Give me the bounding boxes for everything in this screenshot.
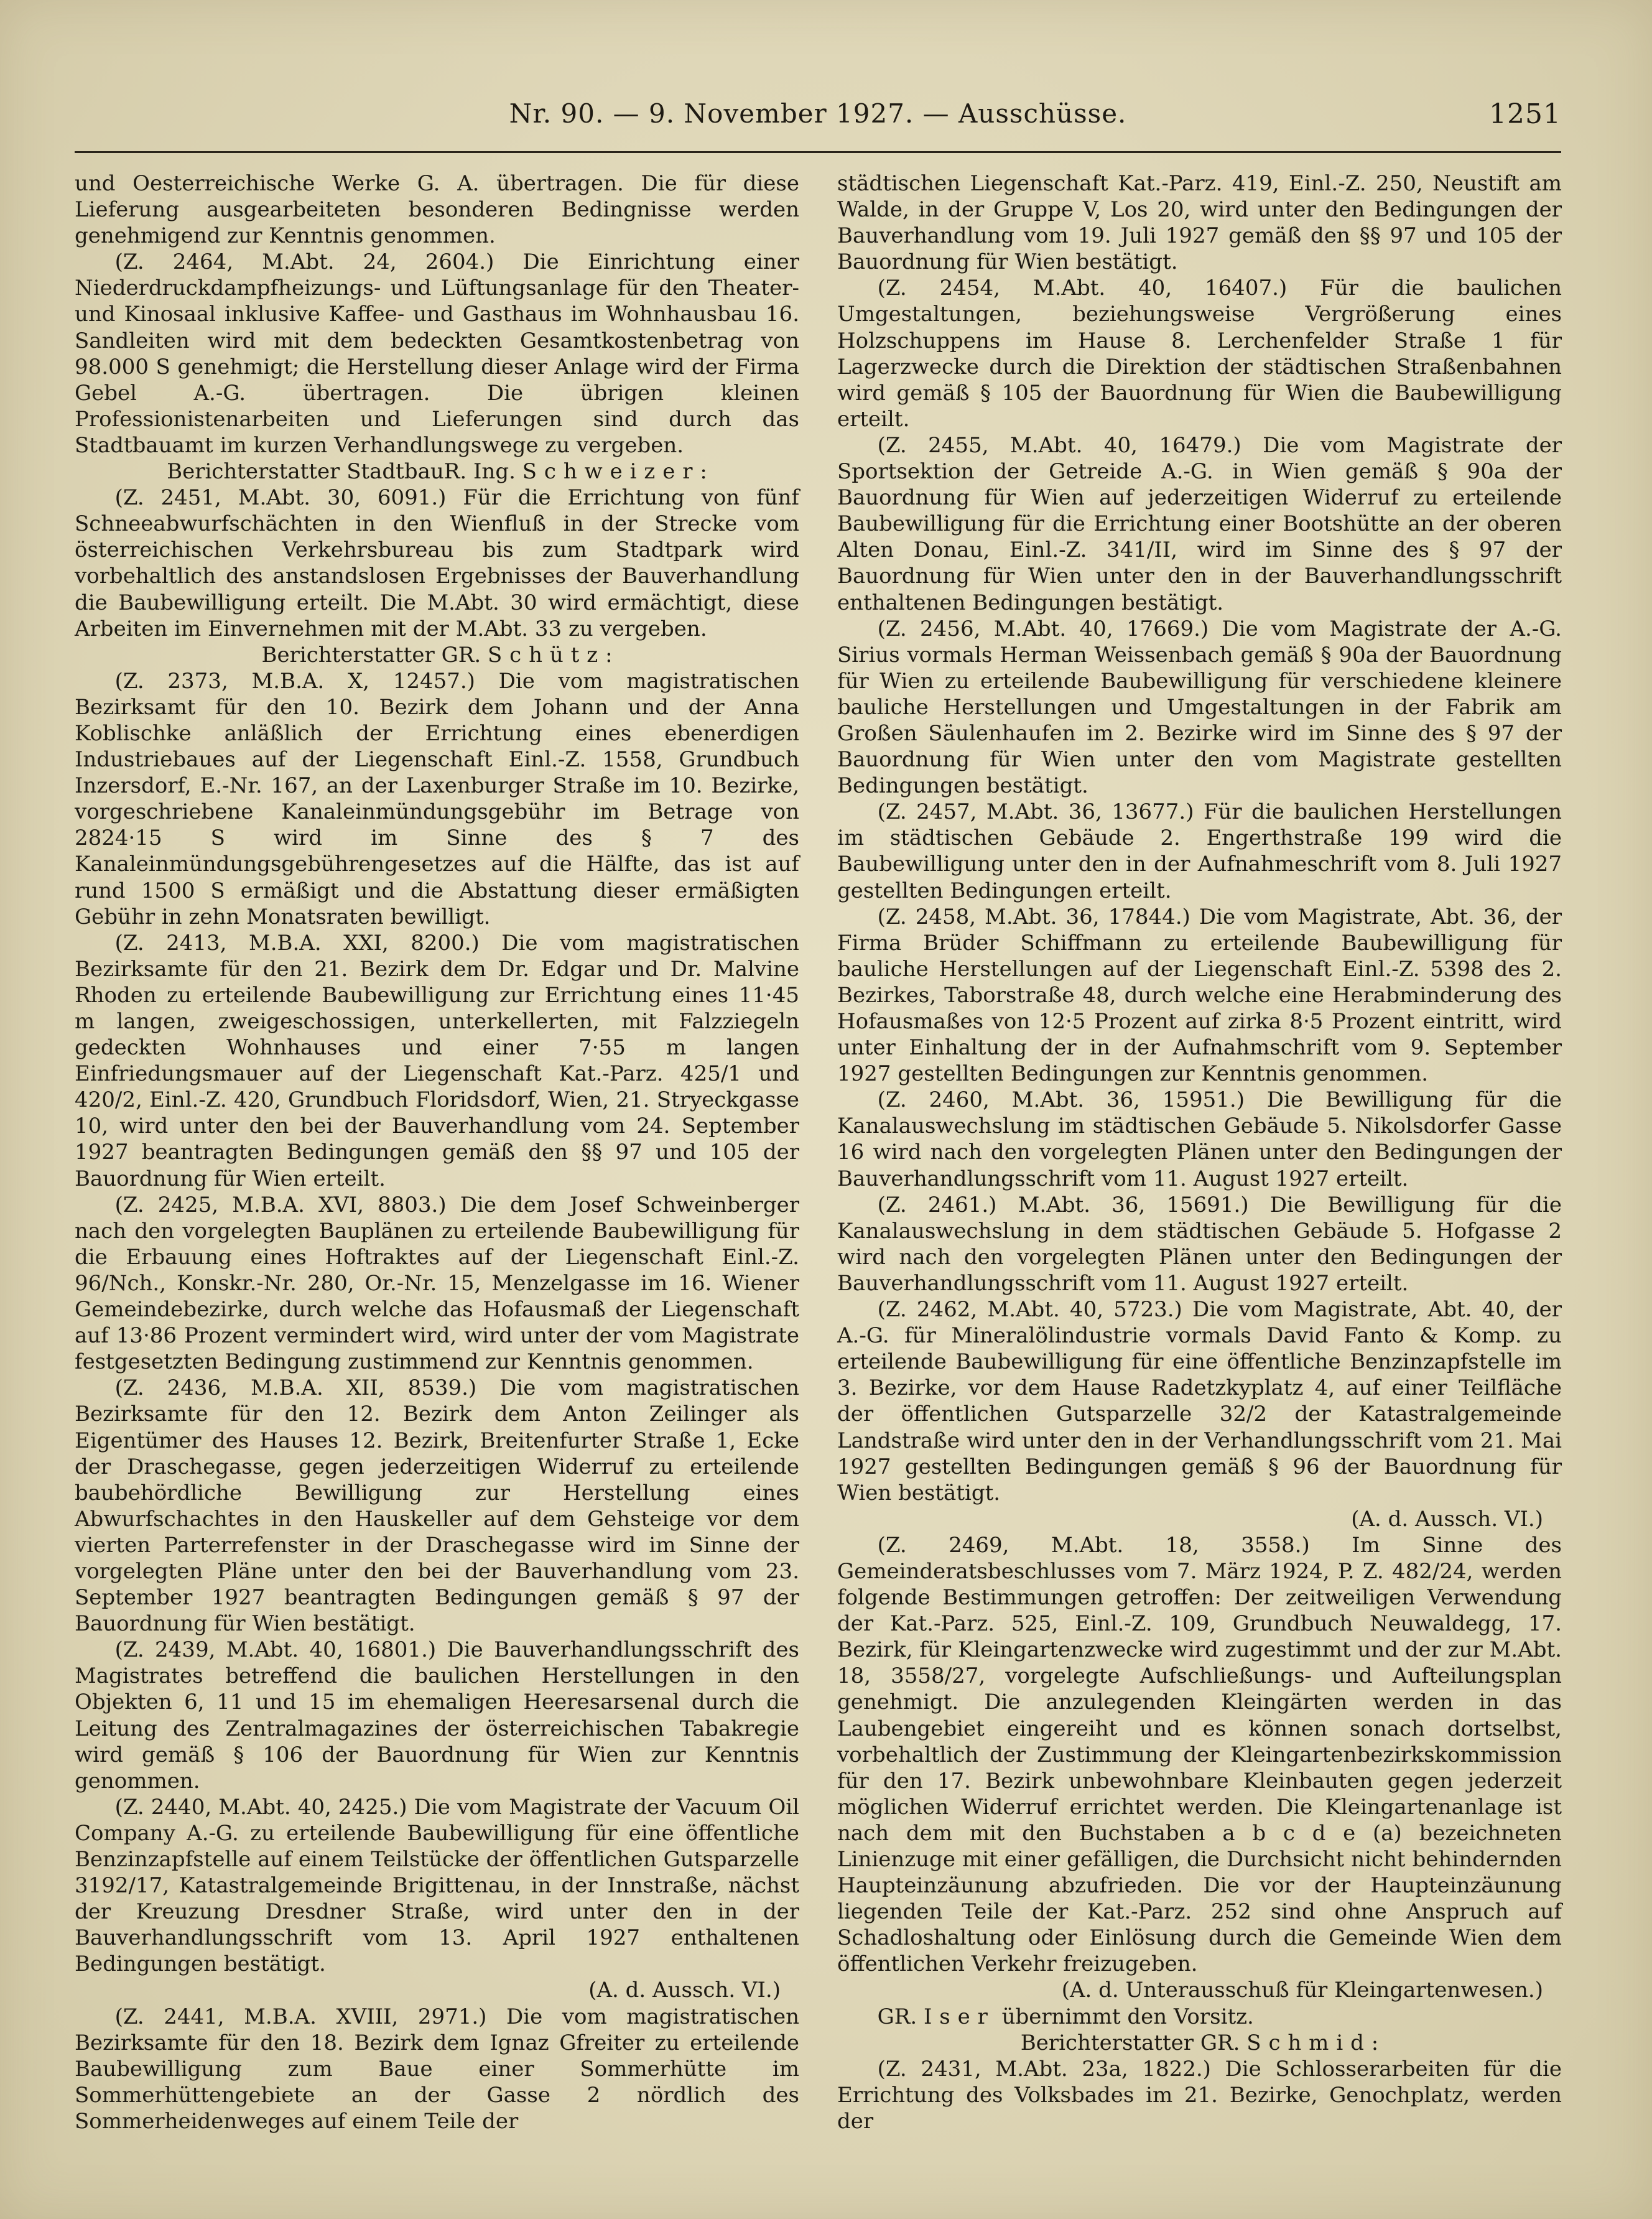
paragraph: (Z. 2464, M.Abt. 24, 2604.) Die Einrichtung einer Niederdruckdampfheizungs- und Lüftungsanlage für den Theater- und Kinosaal inklusive Kaffee- und Gasthaus im Wohnhausbau 16. Sandleiten wird mit dem bedeckten Gesamtkostenbetrag von 98.000 S genehmigt; die Herstellung dieser Anlage wird der Firma Gebel A.-G. übertragen. Die übrigen kleinen Professionistenarbeiten und Lieferungen sind durch das Stadtbauamt im kurzen Verhandlungswege zu vergeben. bbox=[75, 249, 799, 458]
paragraph: (Z. 2441, M.B.A. XVIII, 2971.) Die vom magistratischen Bezirksamte für den 18. Bezirk dem Ignaz Gfreiter zu erteilende Baubewilligung zum Baue einer Sommerhütte im Sommerhüttengebiete an der Gasse 2 nördlich des Sommerheidenweges auf einem Teile der bbox=[75, 2004, 799, 2134]
header-title: Nr. 90. — 9. November 1927. — Ausschüsse. bbox=[509, 98, 1127, 129]
speaker-prefix: Berichterstatter GR. bbox=[261, 642, 488, 668]
page-number: 1251 bbox=[1489, 98, 1561, 130]
paragraph: (Z. 2456, M.Abt. 40, 17669.) Die vom Magistrate der A.-G. Sirius vormals Herman Weissenbach gemäß § 90a der Bauordnung für Wien zu erteilende Baubewilligung für verschiedene kleinere bauliche Herstellungen und Umgestaltungen in der Fabrik am Großen Säulenhaufen im 2. Bezirke wird im Sinne des § 97 der Bauordnung für Wien unter den vom Magistrate gestellten Bedingungen bestätigt. bbox=[837, 616, 1562, 799]
speaker-suffix: : bbox=[605, 642, 613, 668]
speaker-line bbox=[75, 642, 799, 668]
paragraph: (Z. 2439, M.Abt. 40, 16801.) Die Bauverhandlungsschrift des Magistrates betreffend die baulichen Herstellungen in den Objekten 6, 11 und 15 im ehemaligen Heeresarsenal durch die Leitung des Zentralmagazines der österreichischen Tabakregie wird gemäß § 106 der Bauordnung für Wien zur Kenntnis genommen. bbox=[75, 1637, 799, 1793]
paragraph: (Z. 2457, M.Abt. 36, 13677.) Für die baulichen Herstellungen im städtischen Gebäude 2. Engerthstraße 199 wird die Baubewilligung unter den in der Aufnahmeschrift vom 8. Juli 1927 gestellten Bedingungen erteilt. bbox=[837, 799, 1562, 903]
paragraph: (Z. 2461.) M.Abt. 36, 15691.) Die Bewilligung für die Kanalauswechslung in dem städtischen Gebäude 5. Hofgasse 2 wird nach den vorgelegten Plänen unter den Bedingungen der Bauverhandlungsschrift vom 11. August 1927 erteilt. bbox=[837, 1192, 1562, 1296]
speaker-line bbox=[837, 2030, 1562, 2056]
speaker-suffix: : bbox=[1371, 2030, 1379, 2055]
speaker-suffix: : bbox=[700, 459, 707, 485]
paragraph: (Z. 2451, M.Abt. 30, 6091.) Für die Errichtung von fünf Schneeabwurfschächten in den Wienfluß in der Strecke vom österreichischen Verkehrsbureau bis zum Stadtpark wird vorbehaltlich des anstandslosen Ergebnisses der Bauverhandlung die Baubewilligung erteilt. Die M.Abt. 30 wird ermächtigt, diese Arbeiten im Einvernehmen mit der M.Abt. 33 zu vergeben. bbox=[75, 485, 799, 641]
paragraph: (Z. 2413, M.B.A. XXI, 8200.) Die vom magistratischen Bezirksamte für den 21. Bezirk dem Dr. Edgar und Dr. Malvine Rhoden zu erteilende Baubewilligung zur Errichtung eines 11·45 m langen, zweigeschossigen, unterkellerten, mit Falzziegeln gedeckten Wohnhauses und einer 7·55 m langen Einfriedungsmauer auf der Liegenschaft Kat.-Parz. 425/1 und 420/2, Einl.-Z. 420, Grundbuch Floridsdorf, Wien, 21. Stryeckgasse 10, wird unter den bei der Bauverhandlung vom 24. September 1927 beantragten Bedingungen gemäß den §§ 97 und 105 der Bauordnung für Wien erteilt. bbox=[75, 930, 799, 1191]
committee-note: (A. d. Unterausschuß für Kleingartenwesen.) bbox=[1061, 1978, 1543, 2003]
chair-prefix: GR. bbox=[877, 2004, 924, 2029]
speaker-line bbox=[75, 458, 799, 485]
speaker-prefix: Berichterstatter GR. bbox=[1020, 2030, 1247, 2055]
paragraph: (Z. 2431, M.Abt. 23a, 1822.) Die Schlosserarbeiten für die Errichtung des Volksbades im 21. Bezirke, Genochplatz, werden der bbox=[837, 2056, 1562, 2134]
paragraph: (Z. 2455, M.Abt. 40, 16479.) Die vom Magistrate der Sportsektion der Getreide A.-G. in Wien gemäß § 90a der Bauordnung für Wien auf jederzeitigen Widerruf zu erteilende Baubewilligung für die Errichtung einer Bootshütte an der oberen Alten Donau, Einl.-Z. 341/II, wird im Sinne des § 97 der Bauordnung für Wien unter den in der Bauverhandlungsschrift enthaltenen Bedingungen bestätigt. bbox=[837, 432, 1562, 615]
right-column bbox=[837, 170, 1562, 2134]
paragraph: städtischen Liegenschaft Kat.-Parz. 419, Einl.-Z. 250, Neustift am Walde, in der Gruppe V, Los 20, wird unter den Bedingungen der Bauverhandlung vom 19. Juli 1927 gemäß den §§ 97 und 105 der Bauordnung für Wien bestätigt. bbox=[837, 171, 1562, 275]
header-rule bbox=[75, 151, 1561, 153]
paragraph: (Z. 2440, M.Abt. 40, 2425.) Die vom Magistrate der Vacuum Oil Company A.-G. zu erteilende Baubewilligung für eine öffentliche Benzinzapfstelle auf einem Teilstücke der öffentlichen Gutsparzelle 3192/17, Katastralgemeinde Brigittenau, in der Innstraße, nächst der Kreuzung Dresdner Straße, wird unter den in der Bauverhandlungsschrift vom 13. April 1927 enthaltenen Bedingungen bestätigt. bbox=[75, 1794, 799, 1977]
paragraph: (Z. 2454, M.Abt. 40, 16407.) Für die baulichen Umgestaltungen, beziehungsweise Vergrößerung eines Holzschuppens im Hause 8. Lerchenfelder Straße 1 für Lagerzwecke durch die Direktion der städtischen Straßenbahnen wird gemäß § 105 der Bauordnung für Wien die Baubewilligung erteilt. bbox=[837, 276, 1562, 432]
chair-line bbox=[837, 2004, 1562, 2030]
chair-name: Iser bbox=[923, 2004, 995, 2029]
left-column bbox=[75, 170, 799, 2134]
paragraph: (Z. 2425, M.B.A. XVI, 8803.) Die dem Josef Schweinberger nach den vorgelegten Bauplänen zu erteilende Baubewilligung für die Erbauung eines Hoftraktes auf der Liegenschaft Einl.-Z. 96/Nch., Konskr.-Nr. 280, Or.-Nr. 15, Menzelgasse im 16. Wiener Gemeindebezirke, durch welche das Hofausmaß der Liegenschaft auf 13·86 Prozent vermindert wird, wird unter der vom Magistrate festgesetzten Bedingung zustimmend zur Kenntnis genommen. bbox=[75, 1192, 799, 1375]
paragraph: (Z. 2469, M.Abt. 18, 3558.) Im Sinne des Gemeinderatsbeschlusses vom 7. März 1924, P. Z. 482/24, werden folgende Bestimmungen getroffen: Der zeitweiligen Verwendung der Kat.-Parz. 525, Einl.-Z. 109, Grundbuch Neuwaldegg, 17. Bezirk, für Kleingartenzwecke wird zugestimmt und der zur M.Abt. 18, 3558/27, vorgelegte Aufschließungs- und Aufteilungsplan genehmigt. Die anzulegenden Kleingärten werden in das Laubengebiet eingereiht und es können sonach dortselbst, vorbehaltlich der Zustimmung der Kleingartenbezirkskommission für den 17. Bezirk unbewohnbare Kleinbauten gegen jederzeit möglichen Widerruf errichtet werden. Die Kleingartenanlage ist nach dem mit den Buchstaben a b c d e (a) bezeichneten Linienzuge mit einer gefälligen, die Durchsicht nicht behindernden Haupteinzäunung abzufrieden. Die vor der Haupteinzäunung liegenden Teile der Kat.-Parz. 252 sind ohne Anspruch auf Schadloshaltung oder Einlösung durch die Gemeinde Wien dem öffentlichen Verkehr freizugeben. bbox=[837, 1532, 1562, 1977]
paragraph: (Z. 2460, M.Abt. 36, 15951.) Die Bewilligung für die Kanalauswechslung im städtischen Gebäude 5. Nikolsdorfer Gasse 16 wird nach den vorgelegten Plänen unter den Bedingungen der Bauverhandlungsschrift vom 11. August 1927 erteilt. bbox=[837, 1087, 1562, 1191]
page-header bbox=[75, 98, 1561, 137]
paragraph: und Oesterreichische Werke G. A. übertragen. Die für diese Lieferung ausgearbeiteten besonderen Bedingnisse werden genehmigend zur Kenntnis genommen. bbox=[75, 171, 799, 249]
paragraph: (Z. 2436, M.B.A. XII, 8539.) Die vom magistratischen Bezirksamte für den 12. Bezirk dem Anton Zeilinger als Eigentümer des Hauses 12. Bezirk, Breitenfurter Straße 1, Ecke der Draschegasse, gegen jederzeitigen Widerruf zu erteilende baubehördliche Bewilligung zur Herstellung eines Abwurfschachtes in den Hauskeller auf dem Gehsteige vor dem vierten Parterrefenster in der Draschegasse wird im Sinne der vorgelegten Pläne unter den bei der Bauverhandlung vom 23. September 1927 beantragten Bedingungen gemäß § 97 der Bauordnung für Wien bestätigt. bbox=[75, 1375, 799, 1637]
paragraph: (Z. 2462, M.Abt. 40, 5723.) Die vom Magistrate, Abt. 40, der A.-G. für Mineralölindustrie vormals David Fanto & Komp. zu erteilende Baubewilligung für eine öffentliche Benzinzapfstelle im 3. Bezirke, vor dem Hause Radetzkyplatz 4, auf einer Teilfläche der öffentlichen Gutsparzelle 32/2 der Katastralgemeinde Landstraße wird unter den in der Verhandlungsschrift vom 21. Mai 1927 gestellten Bedingungen gemäß § 96 der Bauordnung für Wien bestätigt. bbox=[837, 1297, 1562, 1505]
committee-note: (A. d. Aussch. VI.) bbox=[1351, 1506, 1543, 1532]
chair-suffix: übernimmt den Vorsitz. bbox=[995, 2004, 1254, 2029]
speaker-name: Schütz bbox=[487, 642, 606, 668]
speaker-prefix: Berichterstatter StadtbauR. Ing. bbox=[167, 459, 522, 485]
paragraph: (Z. 2373, M.B.A. X, 12457.) Die vom magistratischen Bezirksamt für den 10. Bezirk dem Johann und der Anna Koblischke anläßlich der Errichtung eines ebenerdigen Industriebaues auf der Liegenschaft Einl.-Z. 1558, Grundbuch Inzersdorf, E.-Nr. 167, an der Laxenburger Straße im 10. Bezirke, vorgeschriebene Kanaleinmündungsgebühr im Betrage von 2824·15 S wird im Sinne des § 7 des Kanaleinmündungsgebührengesetzes auf die Hälfte, das ist auf rund 1500 S ermäßigt und die Abstattung dieser ermäßigten Gebühr in zehn Monatsraten bewilligt. bbox=[75, 668, 799, 929]
paragraph: (Z. 2458, M.Abt. 36, 17844.) Die vom Magistrate, Abt. 36, der Firma Brüder Schiffmann zu erteilende Baubewilligung für bauliche Herstellungen auf der Liegenschaft Einl.-Z. 5398 des 2. Bezirkes, Taborstraße 48, durch welche eine Herabminderung des Hofausmaßes von 12·5 Prozent auf zirka 8·5 Prozent eintritt, wird unter Einhaltung der in der Aufnahmschrift vom 9. September 1927 gestellten Bedingungen zur Kenntnis genommen. bbox=[837, 904, 1562, 1087]
committee-note: (A. d. Aussch. VI.) bbox=[588, 1978, 781, 2003]
speaker-name: Schmid bbox=[1246, 2030, 1371, 2055]
speaker-name: Schweizer bbox=[522, 459, 700, 485]
